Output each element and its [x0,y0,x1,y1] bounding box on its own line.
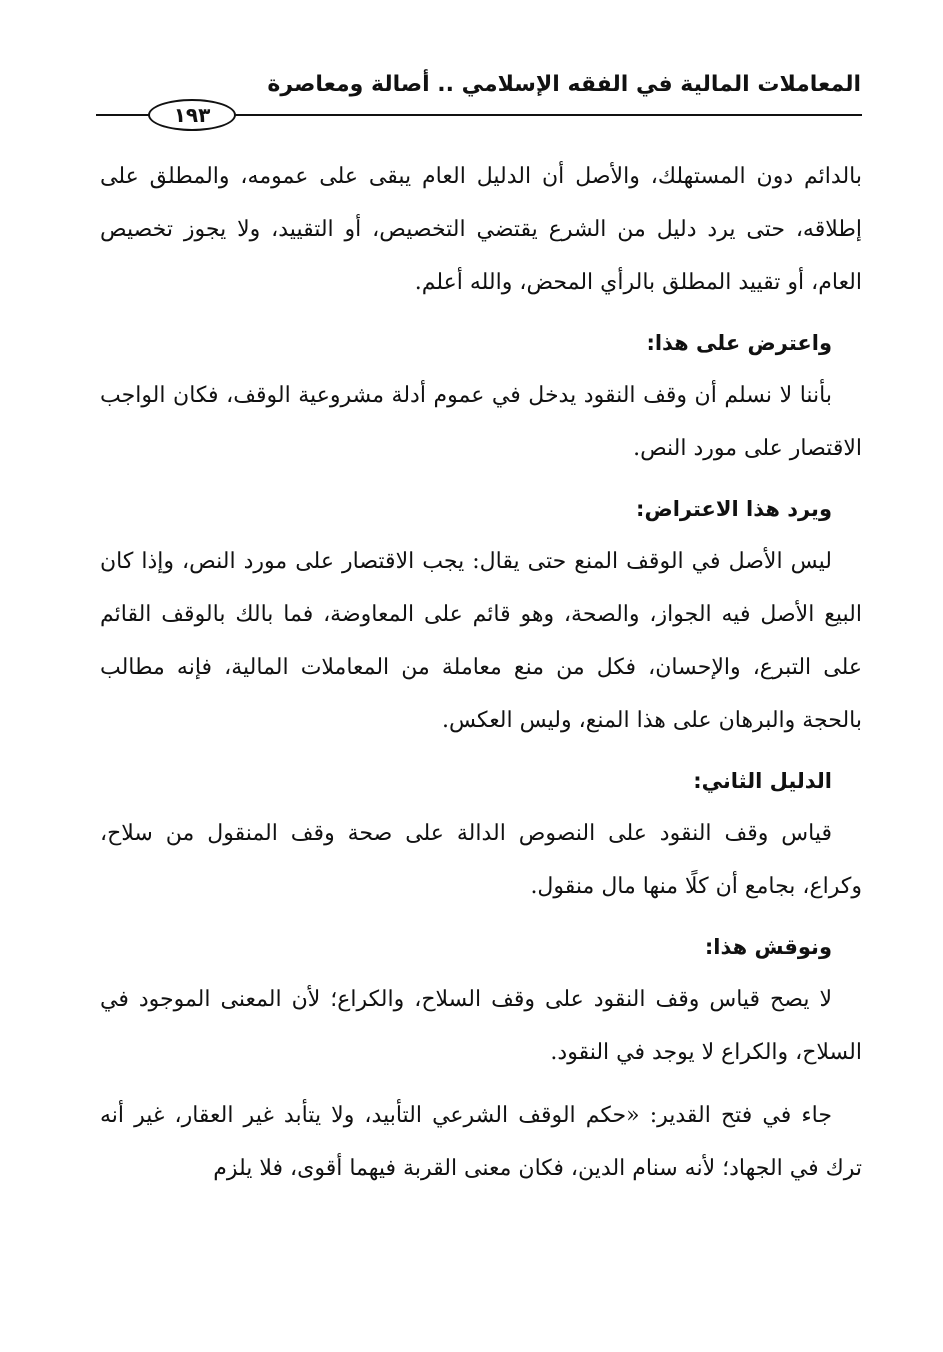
running-title: المعاملات المالية في الفقه الإسلامي .. أصالة ومعاصرة [267,72,861,97]
paragraph-2: بأننا لا نسلم أن وقف النقود يدخل في عموم أدلة مشروعية الوقف، فكان الواجب الاقتصار على مورد النص. [100,383,862,461]
heading-objection: واعترض على هذا: [646,331,832,355]
paragraph-6: جاء في فتح القدير: «حكم الوقف الشرعي التأبيد، ولا يتأبد غير العقار، غير أنه ترك في الجهاد؛ لأنه سنام الدين، فكان معنى القربة فيهما أقوى، فلا يلزم [100,1103,862,1181]
heading-response: ويرد هذا الاعتراض: [636,497,832,521]
paragraph-1: بالدائم دون المستهلك، والأصل أن الدليل العام يبقى على عمومه، والمطلق على إطلاقه، حتى يرد دليل من الشرع يقتضي التخصيص، أو التقييد، ولا يجوز تخصيص العام، أو تقييد المطلق بالرأي المحض، والله أعلم. [100,164,862,295]
paragraph-3: ليس الأصل في الوقف المنع حتى يقال: يجب الاقتصار على مورد النص، وإذا كان البيع الأصل فيه الجواز، والصحة، وهو قائم على المعاوضة، فما بالك بالوقف القائم على التبرع، والإحسان، فكل من منع معاملة من المعاملات المالية، فإنه مطالب بالحجة والبرهان على هذا المنع، وليس العكس. [100,549,862,733]
heading-discussion: ونوقش هذا: [704,935,832,959]
heading-second-evidence: الدليل الثاني: [693,769,832,793]
paragraph-4: قياس وقف النقود على النصوص الدالة على صحة وقف المنقول من سلاح، وكراع، بجامع أن كلًا منها مال منقول. [100,821,862,899]
paragraph-5: لا يصح قياس وقف النقود على وقف السلاح، والكراع؛ لأن المعنى الموجود في السلاح، والكراع لا يوجد في النقود. [100,987,862,1065]
page-number: ١٩٣ [148,99,236,131]
page-body [100,150,862,1195]
